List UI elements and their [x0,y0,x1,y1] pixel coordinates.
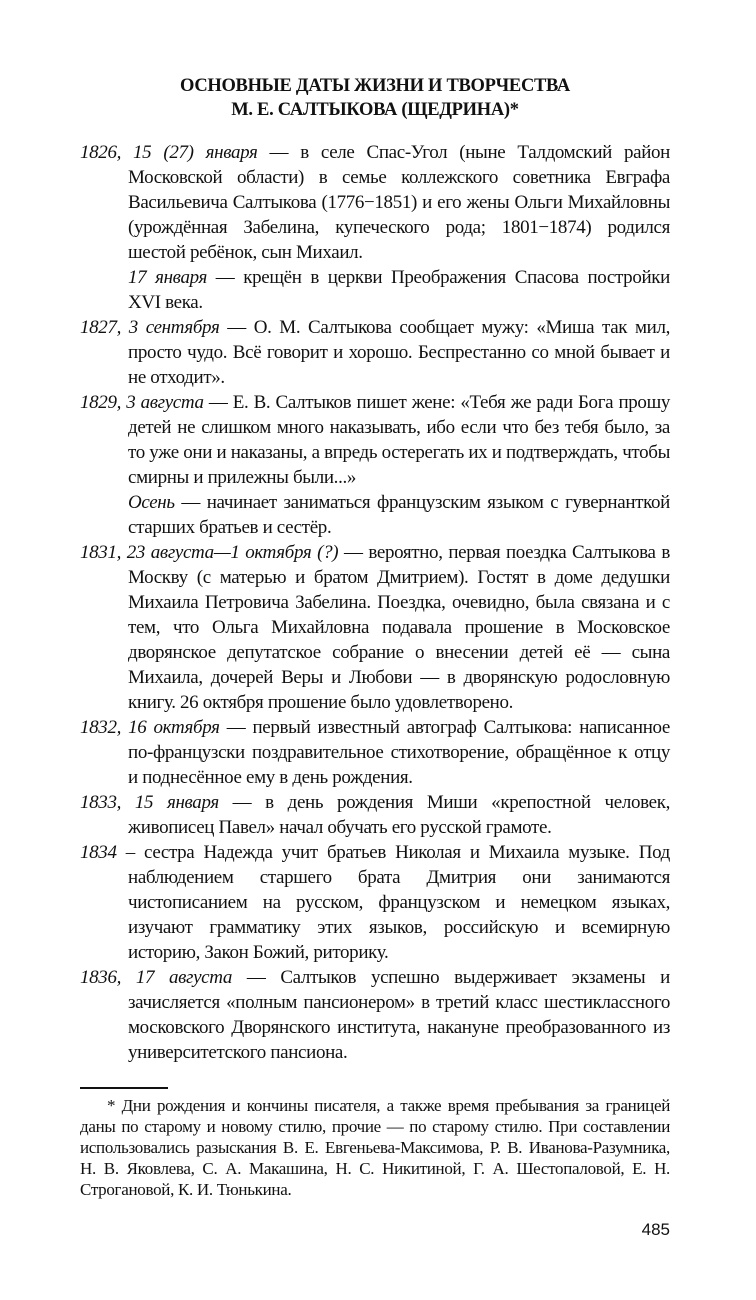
entry-text: — О. М. Салтыкова сообщает мужу: «Миша так мил, просто чудо. Всё говорит и хорошо. Беспрестанно со мной бывает и не отходит». [128,317,670,388]
page-title [80,74,670,122]
entry-date: 1836, 17 августа [80,967,233,988]
title-line-2: М. Е. САЛТЫКОВА (ЩЕДРИНА)* [231,100,519,120]
chronology-entry [80,965,670,1065]
chronology-list [80,140,670,1065]
chronology-entry [80,540,670,715]
entry-date: 1829, 3 августа [80,392,204,413]
title-line-1: ОСНОВНЫЕ ДАТЫ ЖИЗНИ И ТВОРЧЕСТВА [180,76,570,96]
page-number: 485 [641,1220,670,1239]
footnote-divider [80,1087,168,1089]
chronology-entry [80,790,670,840]
chronology-entry [80,265,670,315]
chronology-entry [80,840,670,965]
chronology-entry [80,315,670,390]
chronology-entry [80,715,670,790]
entry-date: 1827, 3 сентября [80,317,220,338]
entry-text: — вероятно, первая поездка Салтыкова в Москву (с матерью и братом Дмитрием). Гостят в доме дедушки Михаила Петровича Забелина. Поездка, очевидно, была связана и с тем, что Ольга Михайловна подавала прошение в Московское дворянское депутатское собрание о внесении детей её — сына Михаила, дочерей Веры и Любови — в дворянскую родословную книгу. 26 октября прошение было удовлетворено. [128,542,670,713]
footnote: * Дни рождения и кончины писателя, а также время пребывания за границей даны по старому и новому стилю, прочие — по старому стилю. При составлении использовались разыскания В. Е. Евгеньева-Максимова, Р. В. Иванова-Разумника, Н. В. Яковлева, С. А. Макашина, Н. С. Никитиной, Г. А. Шестопаловой, Е. Н. Строгановой, К. И. Тюнькина. [80,1096,670,1199]
entry-text: — начинает заниматься французским языком с гувернанткой старших братьев и сестёр. [128,492,670,538]
entry-date: 1832, 16 октября [80,717,220,738]
entry-text: — Е. В. Салтыков пишет жене: «Тебя же ради Бога прошу детей не слишком много наказывать, ибо если что без тебя было, за то уже они и наказаны, а впредь остерегать их и подтверждать, чтобы смирны и прилежны были...» [128,392,670,488]
entry-date: 1831, 23 августа—1 октября (?) [80,542,339,563]
entry-date: 1834 [80,842,117,863]
entry-text: — в селе Спас-Угол (ныне Талдомский район Московской области) в семье коллежского советника Евграфа Васильевича Салтыкова (1776−1851) и его жены Ольги Михайловны (урождённая Забелина, купеческого рода; 1801−1874) родился шестой ребёнок, сын Михаил. [128,142,670,263]
entry-text: — Салтыков успешно выдерживает экзамены и зачисляется «полным пансионером» в третий класс шестиклассного московского Дворянского института, накануне преобразованного из университетского пансиона. [128,967,670,1063]
entry-date: Осень [128,492,175,513]
chronology-entry [80,390,670,490]
entry-date: 1826, 15 (27) января [80,142,258,163]
entry-date: 17 января [128,267,207,288]
chronology-entry [80,140,670,265]
entry-date: 1833, 15 января [80,792,219,813]
entry-text: — крещён в церкви Преображения Спасова постройки XVI века. [128,267,670,313]
entry-text: — первый известный автограф Салтыкова: написанное по-французски поздравительное стихотворение, обращённое к отцу и поднесённое ему в день рождения. [128,717,670,788]
entry-text: — в день рождения Миши «крепостной человек, живописец Павел» начал обучать его русской грамоте. [128,792,670,838]
chronology-entry [80,490,670,540]
entry-text: – сестра Надежда учит братьев Николая и Михаила музыке. Под наблюдением старшего брата Дмитрия они занимаются чистописанием на русском, французском и немецком языках, изучают грамматику этих языков, российскую и всемирную историю, Закон Божий, риторику. [116,842,670,963]
